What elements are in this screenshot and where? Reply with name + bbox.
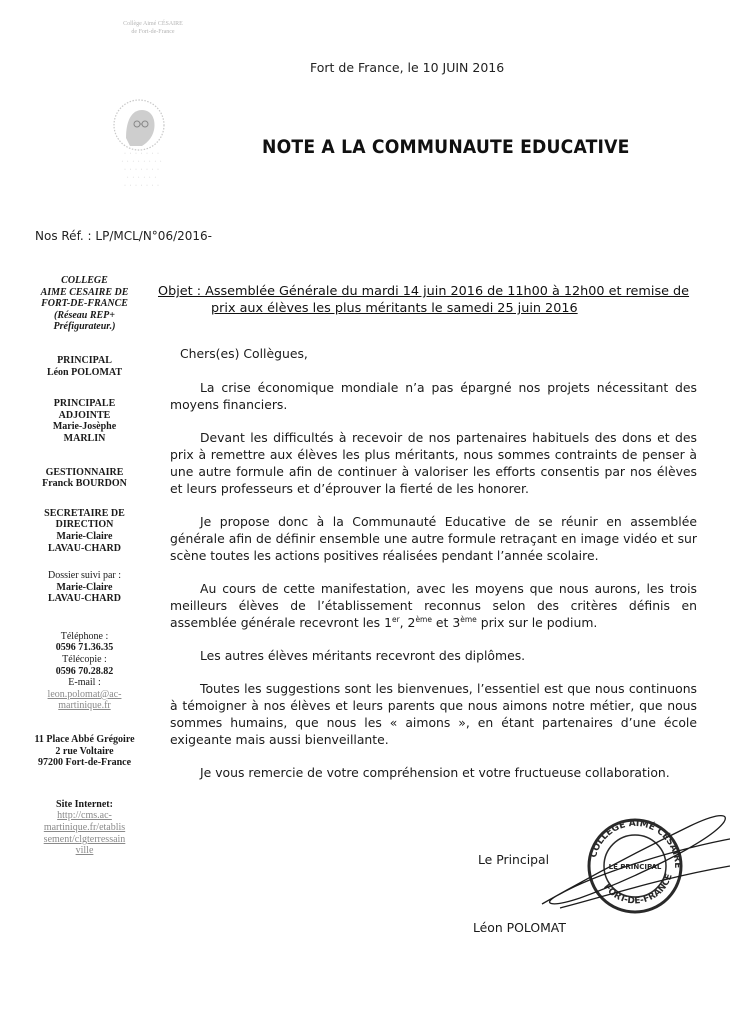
secretary-role: DIRECTION (55, 519, 114, 531)
paragraph: Les autres élèves méritants recevront des diplômes. (200, 648, 526, 663)
address-block (22, 734, 147, 769)
bursar-role: GESTIONNAIRE (45, 466, 124, 478)
principal-block (22, 355, 147, 378)
college-line: AIME CESAIRE DE (40, 286, 129, 298)
logo-caption-line: · · · · · · · (124, 183, 160, 189)
greeting: Chers(es) Collègues, (180, 346, 308, 361)
phone-label: Téléphone : (60, 630, 109, 642)
fax-label: Télécopie : (62, 654, 107, 666)
svg-text:COLLEGE AIMÉ CÉSAIRE (589, 819, 682, 869)
paragraph: Je vous remercie de votre compréhension et votre fructueuse collaboration. (200, 765, 670, 780)
subject-line-2: prix aux élèves les plus méritants le samedi 25 juin 2016 (211, 301, 578, 316)
signatory-name: Léon POLOMAT (473, 920, 566, 935)
logo-caption-line: · · · · · · · (124, 167, 160, 173)
deputy-principal-block (22, 398, 147, 444)
college-name (22, 275, 147, 333)
paragraph-text: Au cours de cette manifestation, avec les moyens que nous aurons, les trois meilleurs élèves de l’établissement reconnus selon des critères définis en assemblée générale recevront les 1 (170, 581, 697, 630)
subject-line (158, 283, 703, 317)
secretary-name: Marie-Claire (56, 530, 113, 542)
date-line: Fort de France, le 10 JUIN 2016 (310, 60, 505, 75)
logo-caption-line: · · · · · · (126, 175, 158, 181)
case-handler-name: Marie-Claire (56, 581, 113, 593)
paragraph-prizes (170, 580, 697, 631)
principal-role: PRINCIPAL (57, 354, 112, 366)
logo-caption-bottom (106, 150, 178, 190)
principal-name: Léon POLOMAT (46, 366, 123, 378)
stamp-center-text: LE PRINCIPAL (608, 863, 662, 871)
official-stamp-icon (540, 808, 730, 928)
paragraph-text: , 2 (399, 615, 416, 630)
bursar-block (22, 467, 147, 490)
paragraph: Toutes les suggestions sont les bienvenues, l’essentiel est que nous continuons à témoigner à nos élèves et leurs parents que nous aimons notre métier, que nous sommes humains, que nous les « aimons », en étant partenaires d’une école exigeante mais aussi bienveillante. (170, 681, 697, 747)
sidebar-staff-directory (22, 275, 147, 871)
contact-block (22, 631, 147, 712)
paragraph-text: prix sur le podium. (476, 615, 598, 630)
college-line: FORT-DE-FRANCE (41, 298, 128, 310)
address-line: 97200 Fort-de-France (37, 757, 132, 769)
college-line: (Réseau REP+ (54, 309, 115, 321)
college-line: Préfigurateur.) (53, 321, 116, 333)
college-line: COLLEGE (61, 275, 108, 286)
logo-caption-line: · · · · · · · (124, 151, 160, 157)
logo-caption-top (118, 20, 188, 36)
email-link[interactable]: leon.polomat@ac- (47, 688, 122, 700)
secretary-role: SECRETAIRE DE (44, 507, 125, 519)
stamp-text-top: COLLEGE AIMÉ CÉSAIRE (588, 818, 683, 869)
phone-number: 0596 71.36.35 (55, 642, 114, 654)
website-link[interactable]: martinique.fr/etablis (43, 822, 126, 833)
bursar-name: Franck BOURDON (42, 478, 127, 490)
deputy-name: MARLIN (63, 432, 106, 444)
email-link[interactable]: martinique.fr (58, 700, 111, 712)
paragraph: Devant les difficultés à recevoir de nos partenaires habituels des dons et des prix à remettre aux élèves les plus méritants, nous sommes contraints de penser à une autre formule afin de continuer à valoriser les efforts consentis par nos élèves et leurs professeurs et d’éprouver la fierté de les honorer. (170, 430, 697, 496)
deputy-role: ADJOINTE (58, 409, 111, 421)
website-link[interactable]: sement/clgterressain (43, 833, 126, 845)
handwritten-signature-icon (542, 816, 730, 908)
case-handler-label: Dossier suivi par : (47, 570, 122, 582)
website-label: Site Internet: (56, 798, 113, 810)
secretary-name: LAVAU-CHARD (48, 542, 121, 554)
paragraph: La crise économique mondiale n’a pas épargné nos projets nécessitant des moyens financiers. (170, 380, 697, 412)
case-handler-block (22, 570, 147, 605)
address-line: 11 Place Abbé Grégoire (34, 734, 135, 746)
signatory-title: Le Principal (478, 852, 550, 867)
logo-caption-line: Collège Aimé CÉSAIRE (123, 21, 183, 27)
website-link[interactable]: ville (75, 845, 94, 857)
paragraph-text: et 3 (431, 615, 461, 630)
deputy-role: PRINCIPALE (53, 398, 116, 410)
address-line: 2 rue Voltaire (55, 745, 114, 757)
fax-number: 0596 70.28.82 (55, 665, 114, 677)
ordinal-suffix: ème (415, 615, 432, 624)
website-block (22, 799, 147, 857)
subject-line-1: Objet : Assemblée Générale du mardi 14 juin 2016 de 11h00 à 12h00 et remise de (158, 284, 690, 299)
deputy-name: Marie-Josèphe (52, 421, 117, 433)
ordinal-suffix: ème (460, 615, 477, 624)
reference-number: Nos Réf. : LP/MCL/N°06/2016- (35, 229, 212, 243)
letter-body (170, 345, 697, 797)
website-link[interactable]: http://cms.ac- (57, 810, 112, 822)
document-title: NOTE A LA COMMUNAUTE EDUCATIVE (262, 137, 630, 158)
stamp-text-bottom: FORT-DE-FRANCE (601, 872, 675, 907)
paragraph: Je propose donc à la Communauté Educative de se réunir en assemblée générale afin de définir ensemble une autre formule retraçant en image vidéo et sur scène toutes les actions positives réalisées pendant l’année scolaire. (170, 514, 697, 563)
case-handler-name: LAVAU-CHARD (48, 593, 121, 605)
logo-caption-line: · · · · · · · · (121, 159, 163, 165)
secretary-block (22, 508, 147, 554)
email-label: E-mail : (68, 677, 101, 689)
logo-caption-line: de Fort-de-France (131, 29, 175, 35)
school-medallion-icon (112, 98, 166, 152)
ordinal-suffix: er (391, 615, 400, 624)
